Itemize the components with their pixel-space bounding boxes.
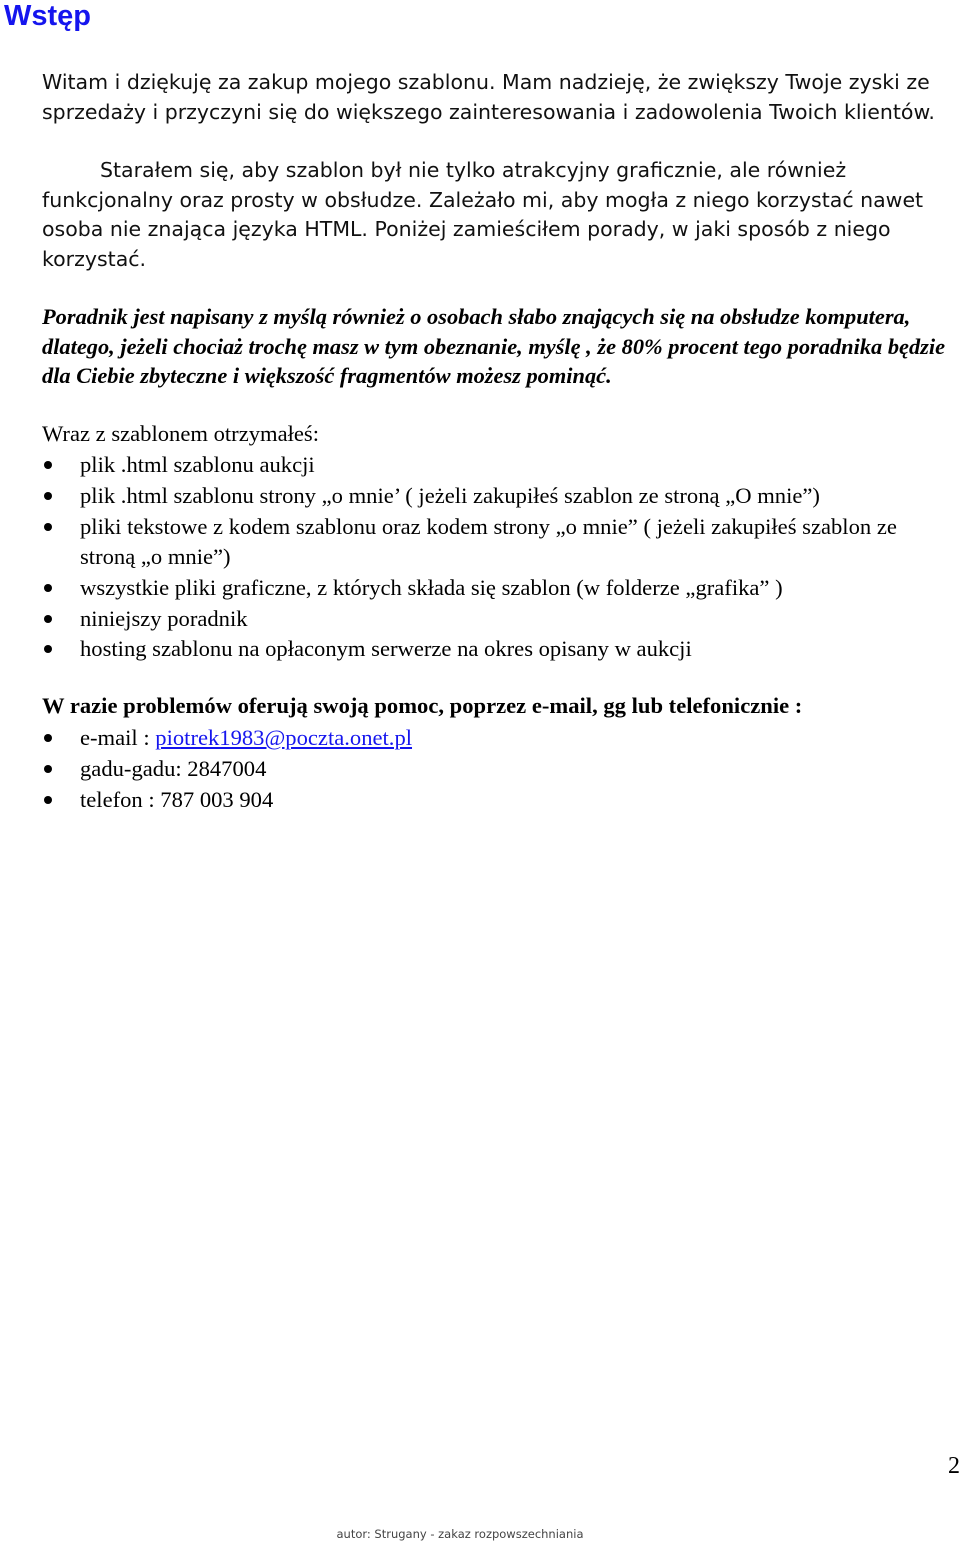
intro-paragraph-2: Starałem się, aby szablon był nie tylko atrakcyjny graficznie, ale również funkcjonalny oraz prosty w obsłudze. Zależało mi, aby mogła z niego korzystać nawet osoba nie znająca języka HTML. Poniżej zamieściłem porady, w jaki sposób z niego korzystać. [42,158,924,271]
bullet-icon [44,765,52,773]
contact-gg: gadu-gadu: 2847004 [0,754,920,785]
included-title: Wraz z szablonem otrzymałeś: [42,421,319,446]
footer-note: autor: Strugany - zakaz rozpowszechniania [336,1527,584,1541]
page-number: 2 [948,1453,960,1479]
email-link[interactable]: piotrek1983@poczta.onet.pl [155,725,413,750]
bullet-icon [44,584,52,592]
bullet-icon [44,734,52,742]
list-item: plik .html szablonu strony „o mnie’ ( jeżeli zakupiłeś szablon ze stroną „O mnie”) [0,481,920,512]
contact-title: W razie problemów oferują swoją pomoc, poprzez e-mail, gg lub telefonicznie : [42,693,803,718]
list-item: pliki tekstowe z kodem szablonu oraz kodem strony „o mnie” ( jeżeli zakupiłeś szablon ze stroną „o mnie”) [0,512,920,573]
bullet-icon [44,461,52,469]
list-item: plik .html szablonu aukcji [0,450,920,481]
bullet-icon [44,645,52,653]
list-item: wszystkie pliki graficzne, z których składa się szablon (w folderze „grafika” ) [0,573,920,604]
intro-paragraph-1: Witam i dziękuję za zakup mojego szablonu. Mam nadzieję, że zwiększy Twoje zyski ze sprzedaży i przyczyni się do większego zainteresowania i zadowolenia Twoich klientów. [42,70,935,124]
bullet-icon [44,523,52,531]
list-item: hosting szablonu na opłaconym serwerze na okres opisany w aukcji [0,634,920,665]
included-list [0,450,920,665]
bullet-icon [44,615,52,623]
guide-note: Poradnik jest napisany z myślą również o osobach słabo znających się na obsłudze komputera, dlatego, jeżeli chociaż trochę masz w tym obeznanie, myślę , że 80% procent tego poradnika będzie dla Ciebie zbyteczne i większość fragmentów możesz pominąć. [42,304,946,388]
contact-email: e-mail : piotrek1983@poczta.onet.pl [0,723,920,754]
contact-phone: telefon : 787 003 904 [0,785,920,816]
bullet-icon [44,796,52,804]
list-item: niniejszy poradnik [0,604,920,635]
contact-list [0,723,920,815]
page-heading: Wstęp [4,0,91,32]
bullet-icon [44,492,52,500]
